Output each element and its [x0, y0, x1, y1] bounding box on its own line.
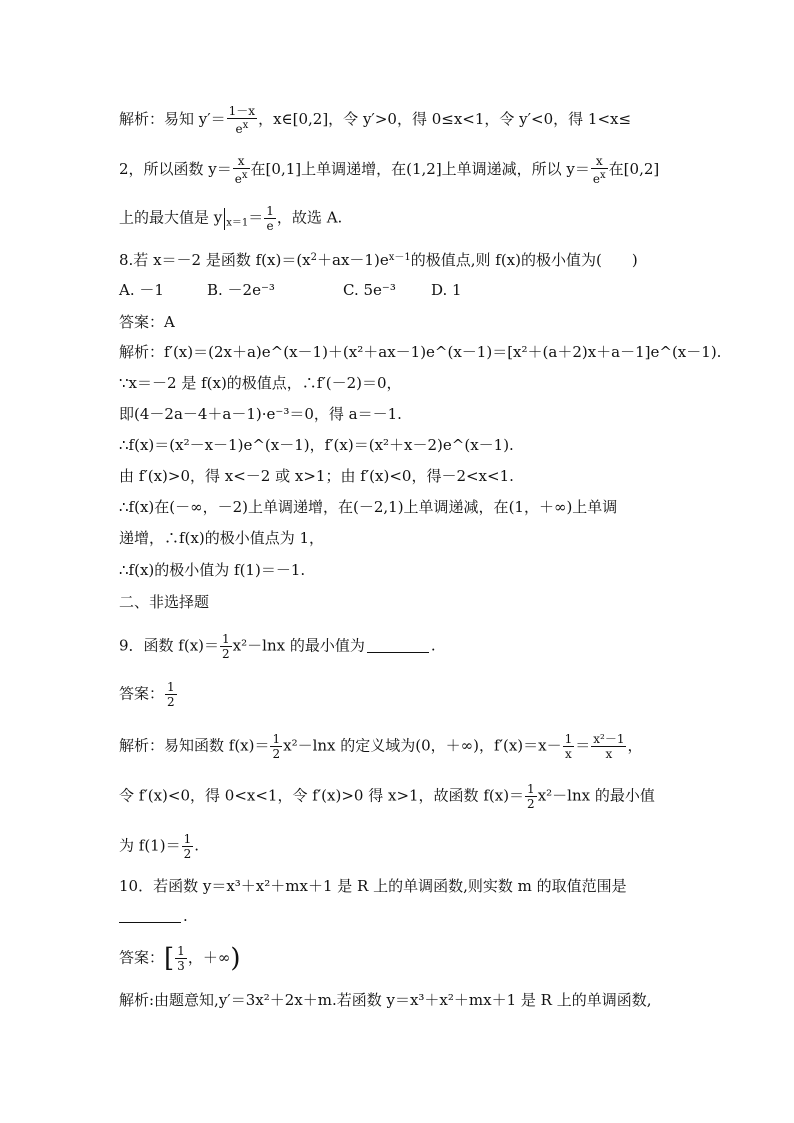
text: 解析：易知 y′＝ — [119, 110, 226, 128]
question-9-solution-1: 解析：易知函数 f(x)＝ $\frac{1}{2}$ x²－lnx 的定义域为(0，＋∞)，f′(x)＝x－ $\frac{1}{x}$ ＝ $\frac{\text{x²－1}}{x}$ ， — [119, 732, 643, 761]
option-d: D. 1 — [431, 281, 462, 299]
question-9-solution-2: 令 f′(x)<0，得 0<x<1，令 f′(x)>0 得 x>1，故函数 f(x)＝ $\frac{1}{2}$ x²－lnx 的最小值 — [119, 782, 655, 811]
question-8-solution-7: 递增，∴f(x)的极小值点为 1， — [119, 529, 325, 547]
fraction: $\frac{1}{2}$ — [222, 632, 230, 661]
question-8-solution-5: 由 f′(x)>0，得 x<－2 或 x>1；由 f′(x)<0，得－2<x<1. — [119, 467, 514, 485]
option-a: A. －1 — [119, 281, 164, 299]
question-8-solution-4: ∴f(x)＝(x²－x－1)e^(x－1)，f′(x)＝(x²＋x－2)e^(x－1). — [119, 436, 514, 454]
fraction: $\frac{1}{2}$ — [167, 680, 175, 709]
text: ，x∈[0,2]，令 y′>0，得 0≤x<1，令 y′<0，得 1<x≤ — [258, 110, 632, 128]
option-b: B. －2e⁻³ — [207, 281, 275, 299]
question-8-options — [119, 280, 462, 300]
fraction: $\frac{1}{e}$ — [266, 204, 274, 233]
fraction: $\frac{1-x}{e^x}$ — [228, 104, 256, 136]
solution-line-3: 上的最大值是 y $_{x=1}$＝ $\frac{1}{e}$ ，故选 A. — [119, 204, 343, 233]
option-c: C. 5e⁻³ — [343, 281, 396, 299]
fraction: $\frac{x}{e^x}$ — [592, 154, 606, 186]
question-10-solution: 解析:由题意知,y′＝3x²＋2x＋m.若函数 y＝x³＋x²＋mx＋1 是 R 上的单调函数, — [119, 991, 652, 1009]
section-heading: 二、非选择题 — [119, 593, 210, 611]
question-8-solution-8: ∴f(x)的极小值为 f(1)＝－1. — [119, 561, 306, 579]
question-9-solution-3: 为 f(1)＝ $\frac{1}{2}$ . — [119, 832, 199, 861]
answer-blank — [119, 908, 181, 923]
question-8-solution-1: 解析：f′(x)＝(2x＋a)e^(x－1)＋(x²＋ax－1)e^(x－1)＝[x²＋(a＋2)x＋a－1]e^(x－1). — [119, 343, 722, 361]
solution-line-2: 2，所以函数 y＝ $\frac{x}{e^x}$ 在[0,1]上单调递增，在(1,2]上单调递减，所以 y＝ $\frac{x}{e^x}$ 在[0,2] — [119, 154, 660, 186]
question-8-solution-3: 即(4－2a－4＋a－1)·e⁻³＝0，得 a＝－1. — [119, 405, 402, 423]
question-8-solution-6: ∴f(x)在(－∞，－2)上单调递增，在(－2,1)上单调递减，在(1，＋∞)上单调 — [119, 498, 618, 516]
question-8-stem: 8.若 x＝－2 是函数 $f(x)=(x^2+ax-1)e^{x-1}$的极值点,则 f(x)的极小值为( ) — [119, 251, 638, 269]
question-8-answer: 答案：A — [119, 313, 175, 331]
fraction: $\frac{x}{e^x}$ — [234, 154, 248, 186]
answer-blank — [367, 638, 429, 653]
question-8-solution-2: ∵x＝－2 是 f(x)的极值点，∴f′(－2)＝0， — [119, 374, 402, 392]
solution-line-1 — [119, 104, 631, 136]
question-10-stem: 10．若函数 y＝x³＋x²＋mx＋1 是 R 上的单调函数,则实数 m 的取值范围是 — [119, 877, 627, 895]
question-10-blank-line: . — [119, 906, 188, 926]
question-9-stem: 9．函数 f(x)＝ $\frac{1}{2}$ x²－lnx 的最小值为 . — [119, 632, 436, 661]
question-10-answer: 答案：[ $\frac{1}{3}$ ，＋∞) — [119, 943, 241, 974]
question-9-answer: 答案： $\frac{1}{2}$ — [119, 680, 175, 709]
